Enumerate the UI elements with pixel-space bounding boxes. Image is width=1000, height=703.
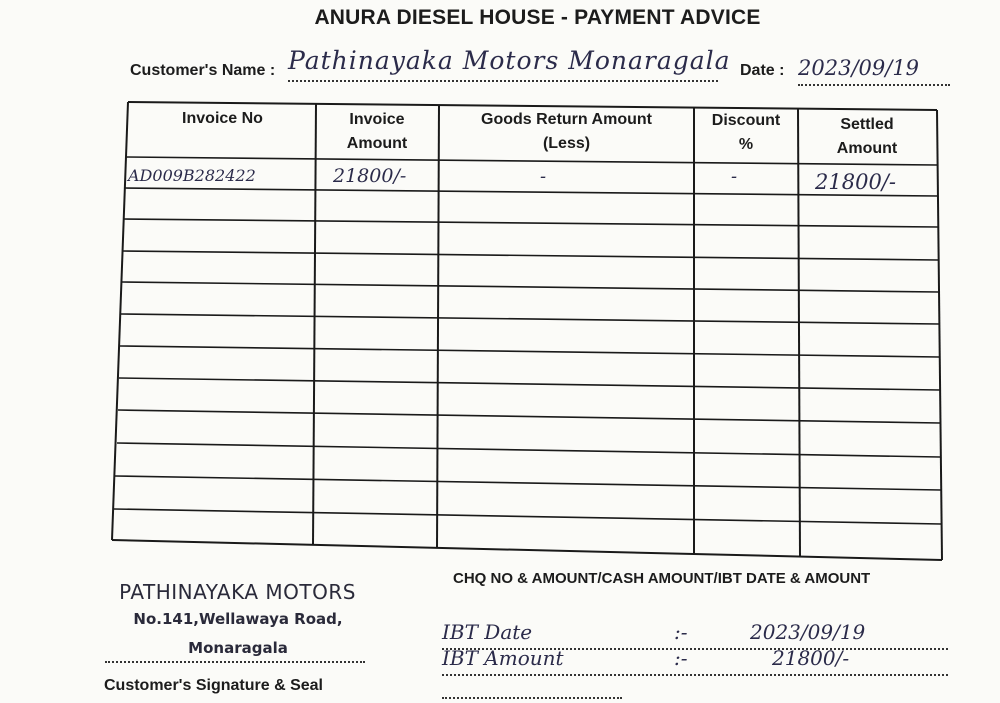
stamp-address-line2: Monaragala (188, 639, 288, 657)
header-invoice-no: Invoice No (182, 110, 263, 127)
ibt-date-sep: :- (674, 620, 688, 644)
header-discount: Discount % (711, 112, 781, 153)
customer-name-value[interactable]: Pathinayaka Motors Monaragala (288, 46, 718, 82)
header-goods-return: Goods Return Amount (Less) (481, 111, 652, 152)
payment-blank-line (442, 697, 622, 699)
cell-invoice-amount[interactable]: 21800/- (333, 165, 407, 187)
signature-label: Customer's Signature & Seal (104, 677, 323, 694)
stamp-address-line1: No.141,Wellawaya Road, (133, 610, 343, 628)
cell-settled-amount[interactable]: 21800/- (815, 170, 896, 194)
header-settled-amount: Settled Amount (836, 116, 898, 157)
ibt-amount-line[interactable] (442, 648, 948, 676)
date-value[interactable]: 2023/09/19 (798, 56, 950, 86)
cell-goods-return[interactable]: - (540, 166, 547, 187)
stamp-company-name: PATHINAYAKA MOTORS (119, 580, 356, 604)
customer-name-label: Customer's Name : (130, 62, 276, 79)
form-title: ANURA DIESEL HOUSE - PAYMENT ADVICE (314, 6, 761, 29)
signature-line (105, 661, 365, 663)
ibt-amount-label: IBT Amount (442, 646, 564, 670)
cell-discount[interactable]: - (731, 166, 738, 187)
ibt-amount-sep: :- (674, 646, 688, 670)
ibt-date-label: IBT Date (442, 620, 533, 644)
ibt-date-value: 2023/09/19 (750, 620, 866, 644)
cell-invoice-no[interactable]: AD009B282422 (128, 166, 256, 185)
ibt-amount-value: 21800/- (772, 646, 850, 670)
date-label: Date : (740, 62, 785, 79)
payment-label: CHQ NO & AMOUNT/CASH AMOUNT/IBT DATE & AMOUNT (453, 570, 871, 587)
header-invoice-amount: Invoice Amount (346, 111, 408, 152)
